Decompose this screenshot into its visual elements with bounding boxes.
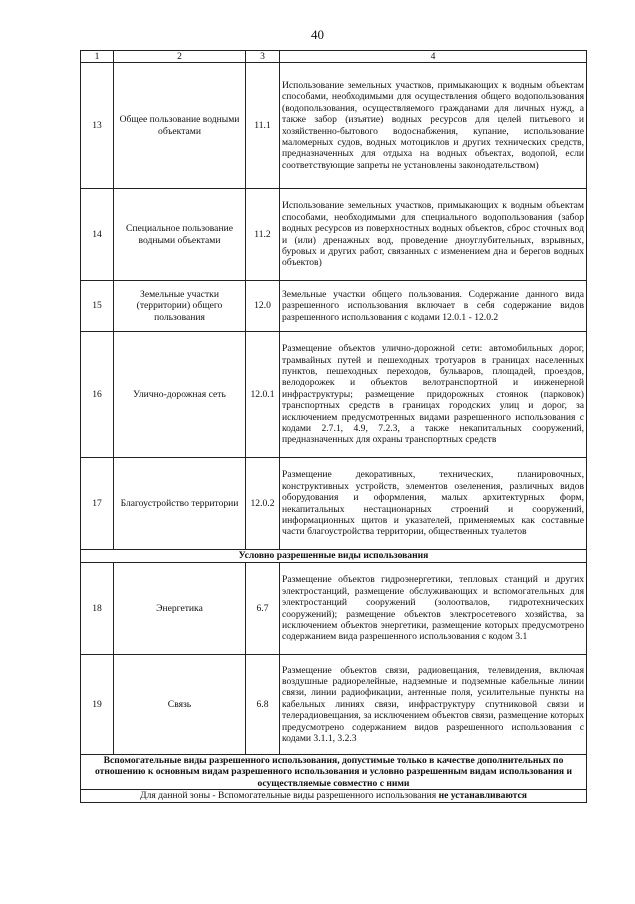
row-number: 18	[81, 563, 114, 655]
auxiliary-note-emphasis: не устанавливаются	[438, 790, 527, 802]
table-row	[81, 655, 587, 755]
auxiliary-uses-heading: Вспомогательные виды разрешенного использования, допустимые только в качестве дополнительных по отношению к основным видам разрешенного использования и условно разрешенным видам использования и осуществляемые совместно с ними	[81, 755, 587, 790]
table-row	[81, 63, 587, 189]
table-row	[81, 189, 587, 281]
auxiliary-note-text: Для данной зоны - Вспомогательные виды разрешенного использования	[140, 790, 437, 802]
use-type-description: Размещение объектов гидроэнергетики, тепловых станций и других электростанций, размещение обслуживающих и вспомогательных для электростанций сооружений (золоотвалов, гидротехнических сооружений); размещение объектов электросетевого хозяйства, за исключением объектов энергетики, размещение которых предусмотрено содержанием вида разрешенного использования с кодом 3.1	[280, 563, 587, 655]
header-cell: 2	[114, 51, 246, 63]
row-number: 15	[81, 281, 114, 332]
use-type-name: Энергетика	[114, 563, 246, 655]
row-number: 19	[81, 655, 114, 755]
use-type-code: 11.2	[246, 189, 280, 281]
use-type-code: 12.0	[246, 281, 280, 332]
section-heading-row	[81, 755, 587, 790]
use-type-code: 6.8	[246, 655, 280, 755]
use-type-name: Общее пользование водными объектами	[114, 63, 246, 189]
use-type-description: Размещение декоративных, технических, планировочных, конструктивных устройств, элементов озеленения, различных видов оборудования и оформления, малых архитектурных форм, некапитальных нестационарных строений и сооружений, информационных щитов и указателей, применяемых как составные части благоустройства территории, общественных туалетов	[280, 458, 587, 550]
section-heading-row	[81, 550, 587, 563]
header-cell: 3	[246, 51, 280, 63]
use-type-description: Использование земельных участков, примыкающих к водным объектам способами, необходимыми для осуществления общего водопользования (водопользования, осуществляемого гражданами для личных нужд, а также забор (изъятие) водных ресурсов для целей питьевого и хозяйственно-бытового водоснабжения, купание, использование маломерных судов, водных мотоциклов и других технических средств, предназначенных для отдыха на водных объектах, водопой, если соответствующие запреты не установлены законодательством)	[280, 63, 587, 189]
use-type-name: Земельные участки (территории) общего пользования	[114, 281, 246, 332]
use-type-description: Земельные участки общего пользования. Содержание данного вида разрешенного использования включает в себя содержание видов разрешенного использования с кодами 12.0.1 - 12.0.2	[280, 281, 587, 332]
auxiliary-uses-note	[81, 790, 587, 802]
row-number: 13	[81, 63, 114, 189]
table-row	[81, 281, 587, 332]
land-use-table	[80, 50, 587, 803]
use-type-description: Размещение объектов улично-дорожной сети: автомобильных дорог, трамвайных путей и пешеходных тротуаров в границах населенных пунктов, пешеходных переходов, бульваров, площадей, проездов, велодорожек и объектов велотранспортной и инженерной инфраструктуры; размещение придорожных стоянок (парковок) транспортных средств в границах городских улиц и дорог, за исключением предусмотренных видами разрешенного использования с кодами 2.7.1, 4.9, 7.2.3, а также некапитальных сооружений, предназначенных для охраны транспортных средств	[280, 332, 587, 458]
table-header-row	[81, 51, 587, 63]
use-type-code: 12.0.2	[246, 458, 280, 550]
use-type-name: Благоустройство территории	[114, 458, 246, 550]
use-type-name: Связь	[114, 655, 246, 755]
row-number: 16	[81, 332, 114, 458]
use-type-code: 12.0.1	[246, 332, 280, 458]
row-number: 14	[81, 189, 114, 281]
use-type-description: Использование земельных участков, примыкающих к водным объектам способами, необходимыми для специального водопользования (забор водных ресурсов из поверхностных водных объектов, сброс сточных вод и (или) дренажных вод, проведение дноуглубительных, взрывных, буровых и других работ, связанных с изменением дна и берегов водных объектов)	[280, 189, 587, 281]
header-cell: 1	[81, 51, 114, 63]
conditional-uses-heading: Условно разрешенные виды использования	[81, 550, 587, 563]
use-type-name: Улично-дорожная сеть	[114, 332, 246, 458]
page-number: 40	[311, 27, 324, 42]
use-type-code: 11.1	[246, 63, 280, 189]
use-type-description: Размещение объектов связи, радиовещания, телевидения, включая воздушные радиорелейные, надземные и подземные кабельные линии связи, линии радиофикации, антенные поля, усилительные пункты на кабельных линиях связи, инфраструктуру спутниковой связи и телерадиовещания, за исключением объектов связи, размещение которых предусмотрено содержанием видов разрешенного использования с кодами 3.1.1, 3.2.3	[280, 655, 587, 755]
table-row	[81, 563, 587, 655]
use-type-code: 6.7	[246, 563, 280, 655]
header-cell: 4	[280, 51, 587, 63]
row-number: 17	[81, 458, 114, 550]
section-note-row	[81, 790, 587, 802]
table-row	[81, 332, 587, 458]
use-type-name: Специальное пользование водными объектами	[114, 189, 246, 281]
table-row	[81, 458, 587, 550]
